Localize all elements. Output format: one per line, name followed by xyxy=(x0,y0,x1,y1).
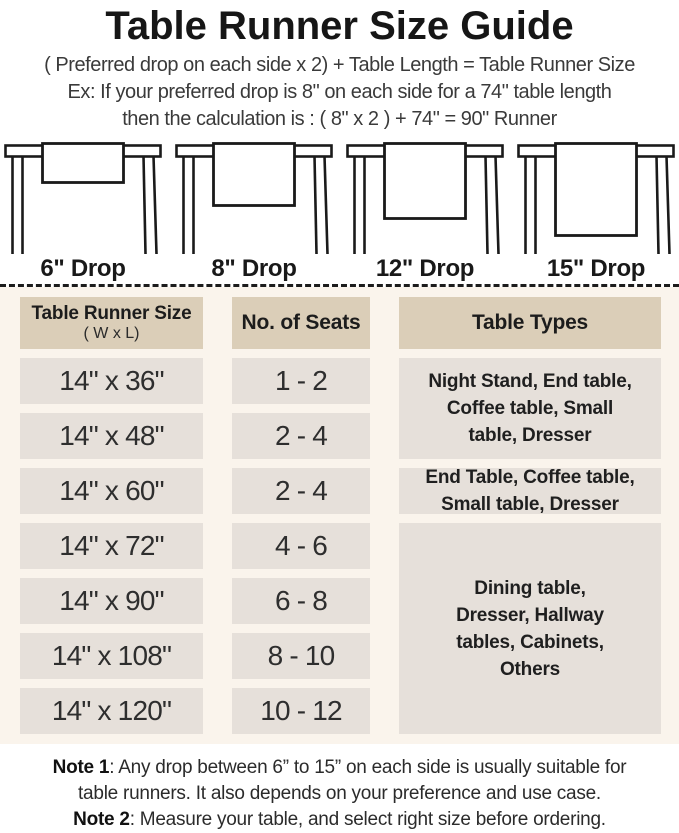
table-types-group-large: Dining table, Dresser, Hallway tables, Cabinets, Others xyxy=(399,523,661,734)
size-value: 14" x 120" xyxy=(20,688,203,734)
table-types-group-small: Night Stand, End table, Coffee table, Small table, Dresser xyxy=(399,358,661,459)
table-diagram-icon xyxy=(174,142,334,254)
table-diagram-icon xyxy=(3,142,163,254)
size-value: 14" x 108" xyxy=(20,633,203,679)
drop-illustrations xyxy=(0,142,679,282)
header-runner-size-title: Table Runner Size xyxy=(31,303,192,324)
size-value: 14" x 60" xyxy=(20,468,203,514)
drop-label: 8" Drop xyxy=(211,255,297,282)
notes-section xyxy=(0,755,679,833)
table-types-group-medium: End Table, Coffee table, Small table, Dresser xyxy=(399,468,661,514)
drop-label: 15" Drop xyxy=(546,255,646,282)
seats-value: 2 - 4 xyxy=(232,468,370,514)
header-table-types: Table Types xyxy=(399,297,661,349)
size-value: 14" x 72" xyxy=(20,523,203,569)
seats-value: 6 - 8 xyxy=(232,578,370,624)
header-runner-size xyxy=(20,297,203,349)
note-2-line: Note 2: Measure your table, and select right size before ordering. xyxy=(73,809,606,830)
page-title: Table Runner Size Guide xyxy=(105,4,574,48)
formula-text: ( Preferred drop on each side x 2) + Table Length = Table Runner Size xyxy=(44,54,635,76)
seats-value: 1 - 2 xyxy=(232,358,370,404)
seats-value: 10 - 12 xyxy=(232,688,370,734)
size-table-section xyxy=(0,287,679,744)
header-seats: No. of Seats xyxy=(232,297,370,349)
header-runner-size-subtitle: ( W x L) xyxy=(83,325,140,342)
size-value: 14" x 48" xyxy=(20,413,203,459)
example-line-1: Ex: If your preferred drop is 8" on each side for a 74" table length xyxy=(67,81,612,103)
drop-label: 6" Drop xyxy=(40,255,126,282)
seats-value: 2 - 4 xyxy=(232,413,370,459)
runner-rect xyxy=(214,144,295,206)
table-figure-8-drop xyxy=(174,142,334,282)
example-line-2: then the calculation is : ( 8" x 2 ) + 74" = 90" Runner xyxy=(122,108,557,130)
table-figure-12-drop xyxy=(345,142,505,282)
note-2-label: Note 2 xyxy=(73,809,130,830)
runner-rect xyxy=(556,144,637,236)
size-table xyxy=(20,297,662,734)
table-figure-15-drop xyxy=(516,142,676,282)
runner-rect xyxy=(385,144,466,219)
runner-rect xyxy=(43,144,124,183)
table-diagram-icon xyxy=(345,142,505,254)
note-1-line-1: Note 1: Any drop between 6” to 15” on each side is usually suitable for xyxy=(52,757,627,778)
seats-value: 8 - 10 xyxy=(232,633,370,679)
drop-label: 12" Drop xyxy=(375,255,475,282)
size-value: 14" x 36" xyxy=(20,358,203,404)
size-value: 14" x 90" xyxy=(20,578,203,624)
seats-value: 4 - 6 xyxy=(232,523,370,569)
table-figure-6-drop xyxy=(3,142,163,282)
note-1-line-2: table runners. It also depends on your preference and use case. xyxy=(78,783,601,804)
note-1-label: Note 1 xyxy=(52,757,110,778)
table-diagram-icon xyxy=(516,142,676,254)
